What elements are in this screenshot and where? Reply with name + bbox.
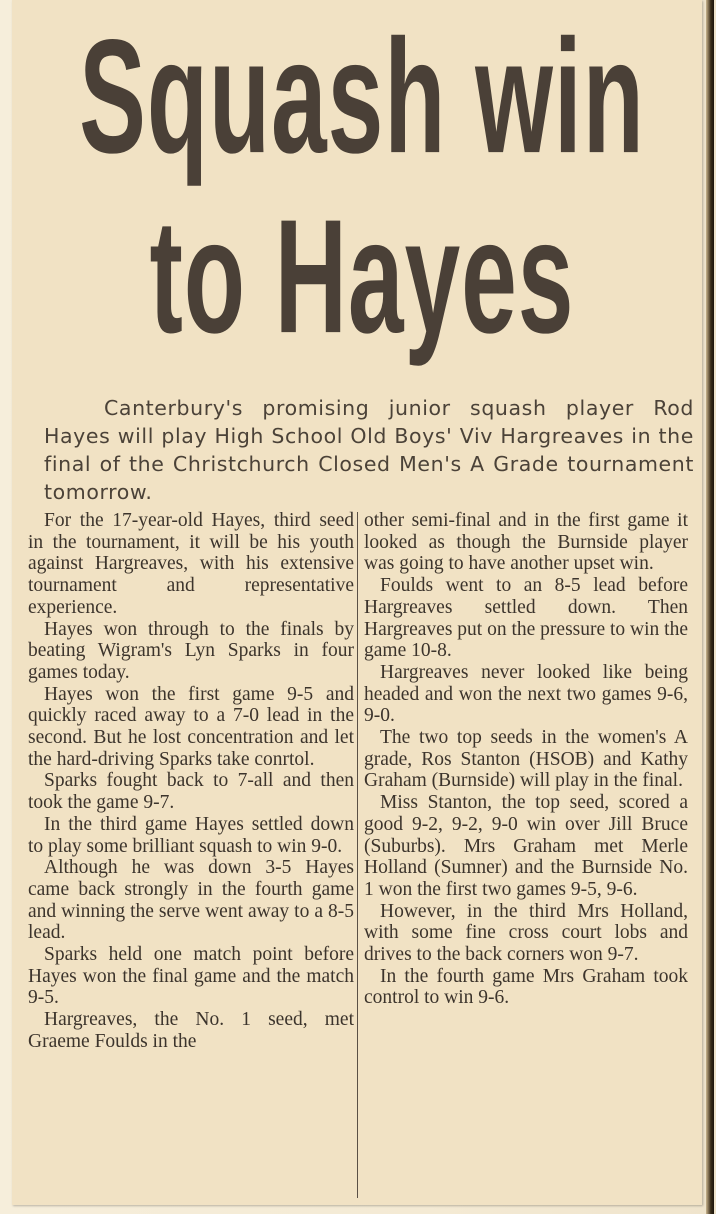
column-divider <box>357 512 358 1198</box>
paragraph: Foulds went to an 8-5 lead before Hargreaves settled down. Then Hargreaves put on the pressure to win the game 10-8. <box>364 575 689 662</box>
intro-paragraph: Canterbury's promising junior squash player Rod Hayes will play High School Old Boys' Viv Hargreaves in the final of the Christchurch Closed Men's A Grade tournament tomorrow. <box>44 396 694 504</box>
headline-line-1: Squash win <box>79 6 645 188</box>
left-column <box>28 510 354 1053</box>
headline-line-2: to Hayes <box>149 186 575 368</box>
paragraph: In the fourth game Mrs Graham took control to win 9-6. <box>364 965 688 1009</box>
paragraph: Although he was down 3-5 Hayes came back strongly in the fourth game and winning the serve went away to a 8-5 lead. <box>28 857 354 944</box>
paragraph: In the third game Hayes settled down to play some brilliant squash to win 9-0. <box>28 813 354 857</box>
paragraph: For the 17-year-old Hayes, third seed in the tournament, it will be his youth against Hargreaves, with his extensive tournament and representative experience. <box>28 510 354 618</box>
right-column <box>364 510 688 1009</box>
paragraph: other semi-final and in the first game it looked as though the Burnside player was going to have another upset win. <box>364 510 688 575</box>
paragraph: Sparks fought back to 7-all and then took the game 9-7. <box>28 770 354 814</box>
paragraph: Hayes won through to the finals by beating Wigram's Lyn Sparks in four games today. <box>28 618 354 683</box>
paragraph: Sparks held one match point before Hayes won the final game and the match 9-5. <box>28 944 354 1009</box>
paragraph: Hayes won the first game 9-5 and quickly raced away to a 7-0 lead in the second. But he lost concentration and let the hard-driving Sparks take conrtol. <box>28 683 354 770</box>
paragraph: However, in the third Mrs Holland, with some fine cross court lobs and drives to the back corners won 9-7. <box>364 900 688 966</box>
paragraph: Hargreaves, the No. 1 seed, met Graeme Foulds in the <box>28 1009 354 1052</box>
paragraph: The two top seeds in the women's A grade, Ros Stanton (HSOB) and Kathy Graham (Burnside) will play in the final. <box>364 727 688 792</box>
paragraph: Miss Stanton, the top seed, scored a good 9-2, 9-2, 9-0 win over Jill Bruce (Suburbs). Mrs Graham met Merle Holland (Sumner) and the Burnside No. 1 won the first two games 9-5, 9-6. <box>364 792 688 900</box>
paragraph: Hargreaves never looked like being headed and won the next two games 9-6, 9-0. <box>364 661 688 727</box>
scan-edge <box>706 0 714 1214</box>
